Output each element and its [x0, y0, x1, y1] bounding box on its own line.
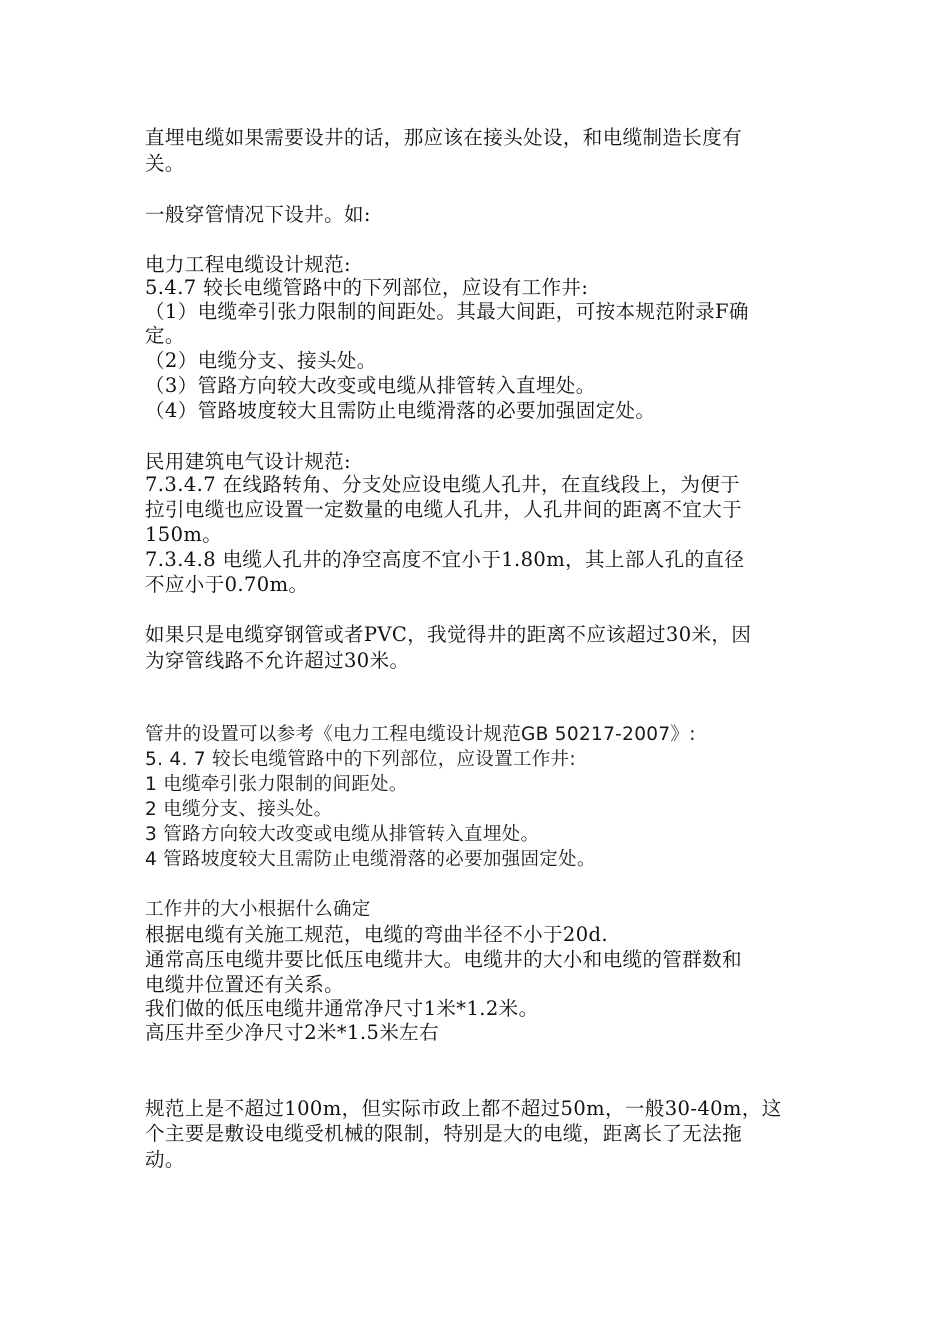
- text-line: 7.3.4.8 电缆人孔井的净空高度不宜小于1.80m，其上部人孔的直径: [145, 548, 745, 571]
- text-line: 150m。: [145, 523, 223, 546]
- text-line: 定。: [145, 324, 185, 347]
- text-line: 规范上是不超过100m，但实际市政上都不超过50m，一般30-40m，这: [145, 1097, 782, 1120]
- section-heading: 民用建筑电气设计规范:: [145, 450, 351, 473]
- text-line: 2 电缆分支、接头处。: [145, 799, 333, 820]
- text-line: 通常高压电缆井要比低压电缆井大。电缆井的大小和电缆的管群数和: [145, 948, 743, 971]
- text-line: （1）电缆牵引张力限制的间距处。其最大间距，可按本规范附录F确: [145, 300, 749, 323]
- text-line: 我们做的低压电缆井通常净尺寸1米*1.2米。: [145, 997, 539, 1020]
- section-heading: 工作井的大小根据什么确定: [145, 899, 371, 920]
- text-line: 3 管路方向较大改变或电缆从排管转入直埋处。: [145, 824, 540, 845]
- text-line: 根据电缆有关施工规范，电缆的弯曲半径不小于20d.: [145, 923, 608, 946]
- text-line: 拉引电缆也应设置一定数量的电缆人孔井，人孔井间的距离不宜大于: [145, 498, 743, 521]
- text-line: 不应小于0.70m。: [145, 573, 309, 596]
- text-line: （4）管路坡度较大且需防止电缆滑落的必要加强固定处。: [145, 399, 656, 422]
- text-line: （2）电缆分支、接头处。: [145, 349, 377, 372]
- text-line: 5.4.7 较长电缆管路中的下列部位，应设有工作井:: [145, 276, 589, 299]
- text-line: 个主要是敷设电缆受机械的限制，特别是大的电缆，距离长了无法拖: [145, 1122, 743, 1145]
- text-line: 一般穿管情况下设井。如:: [145, 203, 371, 226]
- text-line: 5. 4. 7 较长电缆管路中的下列部位，应设置工作井:: [145, 749, 576, 770]
- text-line: 电缆井位置还有关系。: [145, 973, 345, 996]
- section-heading: 电力工程电缆设计规范:: [145, 253, 351, 276]
- text-line: 高压井至少净尺寸2米*1.5米左右: [145, 1021, 439, 1044]
- text-line: 关。: [145, 152, 185, 175]
- text-line: 7.3.4.7 在线路转角、分支处应设电缆人孔井，在直线段上，为便于: [145, 473, 741, 496]
- text-line: （3）管路方向较大改变或电缆从排管转入直埋处。: [145, 374, 596, 397]
- text-line: 1 电缆牵引张力限制的间距处。: [145, 774, 408, 795]
- text-line: 如果只是电缆穿钢管或者PVC，我觉得井的距离不应该超过30米，因: [145, 623, 752, 646]
- text-line: 动。: [145, 1148, 185, 1171]
- text-line: 为穿管线路不允许超过30米。: [145, 649, 410, 672]
- text-line: 4 管路坡度较大且需防止电缆滑落的必要加强固定处。: [145, 849, 596, 870]
- text-line: 管井的设置可以参考《电力工程电缆设计规范GB 50217-2007》:: [145, 724, 696, 745]
- text-line: 直埋电缆如果需要设井的话，那应该在接头处设，和电缆制造长度有: [145, 126, 743, 149]
